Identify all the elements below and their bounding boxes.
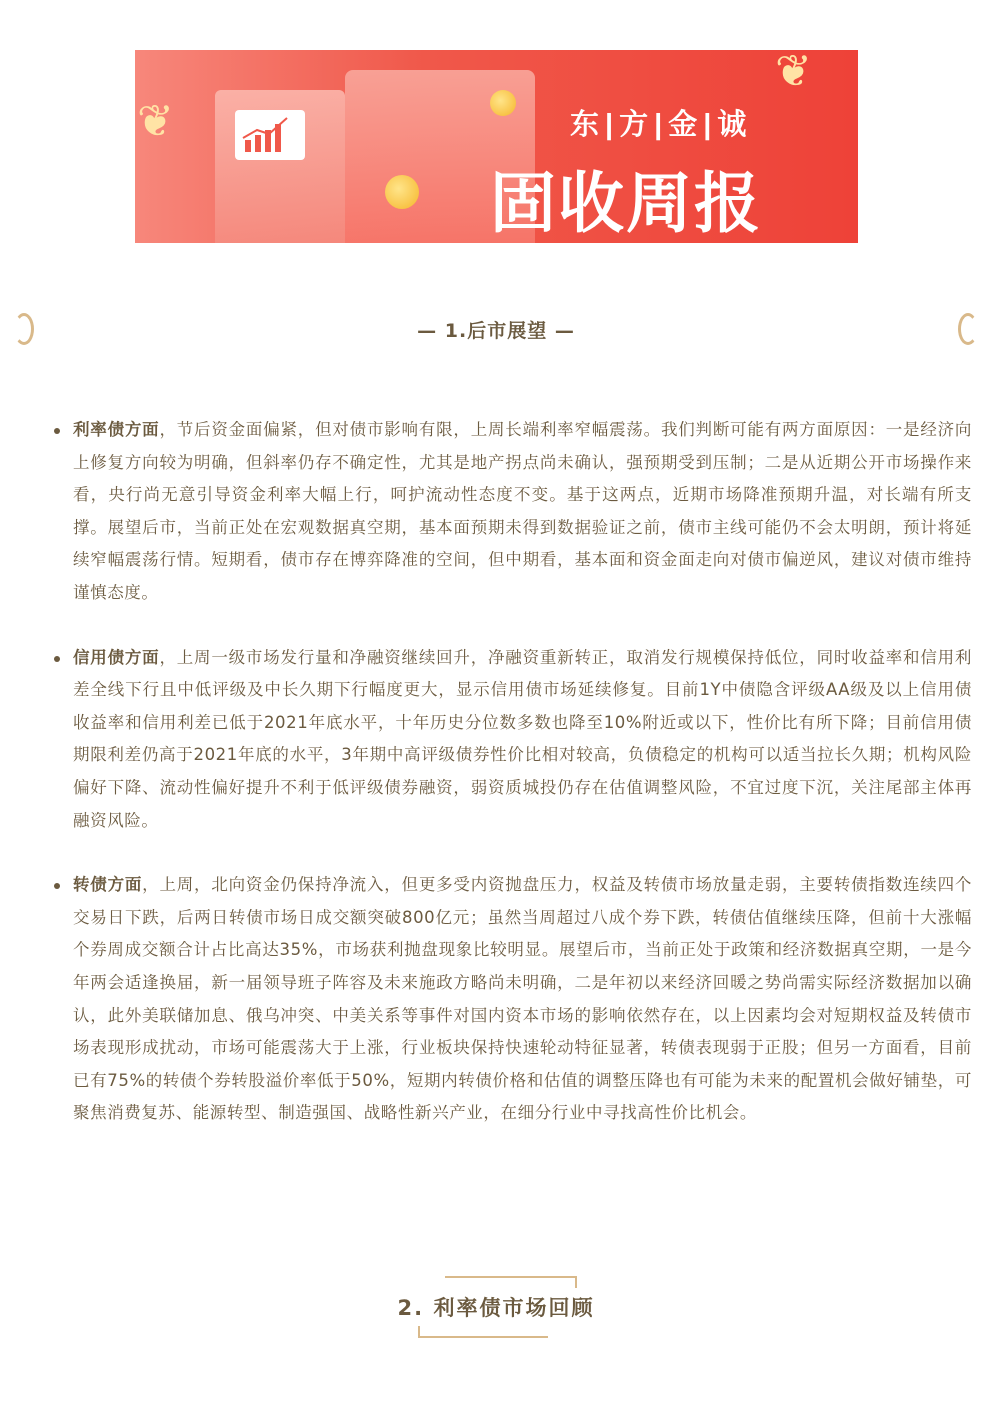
coin-icon (490, 90, 516, 116)
banner-subtitle: 东|方|金|诚 (570, 109, 753, 141)
bullet-text: ，上周一级市场发行量和净融资继续回升，净融资重新转正，取消发行规模保持低位，同时收益率和信用利差全线下行且中低评级及中长久期下行幅度更大，显示信用债市场延续修复。目前1Y中债隐含评级AA级及以上信用债收益率和信用利差已低于2021年底水平，十年历史分位数多数也降至10%附近或以下，性价比有所下降；目前信用债期限利差仍高于2021年底的水平，3年期中高评级债券性价比相对较高，负债稳定的机构可以适当拉长久期；机构风险偏好下降、流动性偏好提升不利于低评级债券融资，弱资质城投仍存在估值调整风险，不宜过度下沉，关注尾部主体再融资风险。 (73, 647, 973, 830)
section-title: 2. 利率债市场回顾 (397, 1296, 595, 1320)
list-item (54, 414, 972, 610)
header-banner (135, 50, 858, 243)
bullet-text: ，上周，北向资金仍保持净流入，但更多受内资抛盘压力，权益及转债市场放量走弱，主要转债指数连续四个交易日下跌，后两日转债市场日成交额突破800亿元；虽然当周超过八成个券下跌，转债估值继续压降，但前十大涨幅个券周成交额合计占比高达35%，市场获利抛盘现象比较明显。展望后市，当前正处于政策和经济数据真空期，一是今年两会适逢换届，新一届领导班子阵容及未来施政方略尚未明确，二是年初以来经济回暖之势尚需实际经济数据加以确认，此外美联储加息、俄乌冲突、中美关系等事件对国内资本市场的影响依然存在，以上因素均会对短期权益及转债市场表现形成扰动，市场可能震荡大于上涨，行业板块保持快速轮动特征显著，转债表现弱于正股；但另一方面看，目前已有75%的转债个券转股溢价率低于50%，短期内转债价格和估值的调整压降也有可能为未来的配置机会做好铺垫，可聚焦消费复苏、能源转型、制造强国、战略性新兴产业，在细分行业中寻找高性价比机会。 (73, 875, 972, 1123)
bullet-text: ，节后资金面偏紧，但对债市影响有限，上周长端利率窄幅震荡。我们判断可能有两方面原因：一是经济向上修复方向较为明确，但斜率仍存不确定性，尤其是地产拐点尚未确认，强预期受到压制；二是从近期公开市场操作来看，央行尚无意引导资金利率大幅上行，呵护流动性态度不变。基于这两点，近期市场降准预期升温，对长端有所支撑。展望后市，当前正处在宏观数据真空期，基本面预期未得到数据验证之前，债市主线可能仍不会太明朗，预计将延续窄幅震荡行情。短期看，债市存在博弈降准的空间，但中期看，基本面和资金面走向对债市偏逆风，建议对债市维持谨慎态度。 (73, 420, 973, 602)
list-item (54, 642, 972, 838)
frame-decoration (418, 1326, 548, 1338)
bullet-heading: 转债方面 (73, 875, 143, 895)
bullet-heading: 利率债方面 (73, 420, 160, 439)
bullet-heading: 信用债方面 (73, 647, 160, 667)
coin-icon (385, 175, 419, 209)
list-item (54, 869, 972, 1130)
frame-decoration (445, 1276, 577, 1288)
section-title: — 1.后市展望 — (417, 320, 575, 342)
banner-chart-icon (235, 110, 305, 160)
leaf-icon: ❦ (137, 96, 174, 147)
section-header (380, 1276, 612, 1338)
banner-title: 固收周报 (490, 166, 762, 240)
outlook-list (54, 414, 972, 1162)
leaf-icon: ❦ (775, 50, 812, 97)
